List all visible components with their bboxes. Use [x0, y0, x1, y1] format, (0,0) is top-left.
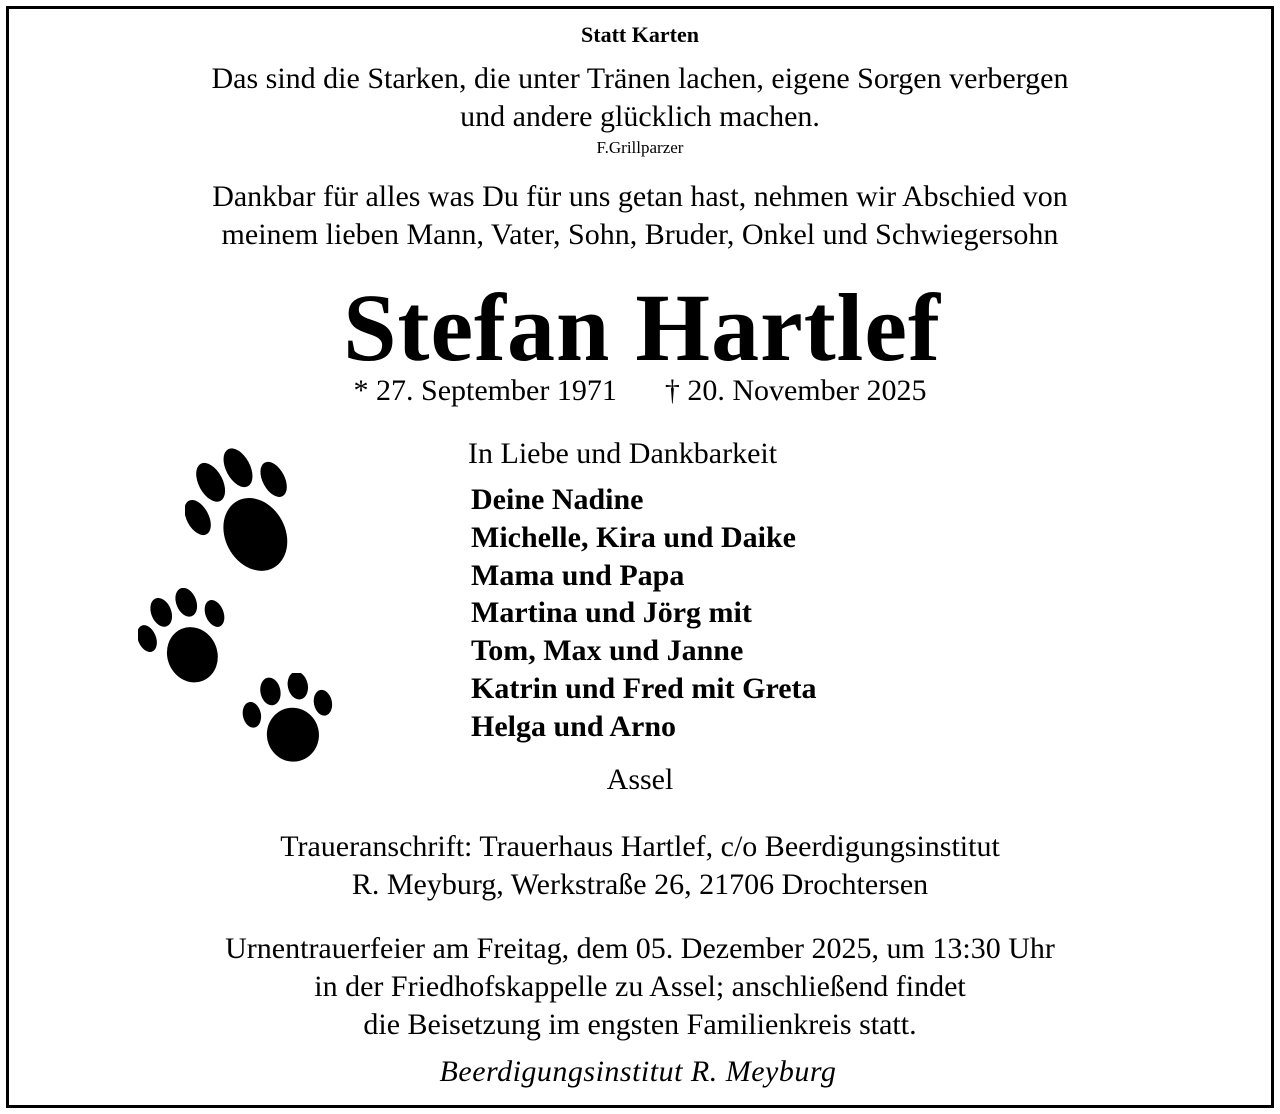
farewell-intro	[0, 178, 1280, 254]
paw-mark: Z	[209, 551, 216, 561]
address-line: R. Meyburg, Werkstraße 26, 21706 Drochtersen	[351, 868, 929, 901]
mourner-item: Helga und Arno	[471, 709, 677, 743]
verse-author: F.Grillparzer	[596, 138, 684, 157]
deceased-name: Stefan Hartlef	[343, 274, 941, 381]
paw-print-icon	[240, 673, 340, 768]
mourners-list	[471, 481, 817, 746]
death-date: † 20. November 2025	[664, 374, 927, 407]
mourner-item: Tom, Max und Janne	[471, 634, 744, 668]
ceremony-line: die Beisetzung im engsten Familienkreis statt.	[363, 1008, 917, 1041]
life-dates	[0, 374, 1280, 408]
intro-line: meinem lieben Mann, Vater, Sohn, Bruder, Onkel und Schwiegersohn	[221, 218, 1059, 251]
paw-mark: J	[171, 670, 174, 680]
intro-line: Dankbar für alles was Du für uns getan hast, nehmen wir Abschied von	[212, 180, 1068, 213]
mourner-item: Deine Nadine	[471, 483, 644, 516]
mourner-item: Mama und Papa	[471, 558, 685, 592]
ceremony-line: in der Friedhofskappelle zu Assel; anschließend findet	[314, 970, 966, 1003]
ceremony-line: Urnentrauerfeier am Freitag, dem 05. Dezember 2025, um 13:30 Uhr	[225, 932, 1055, 965]
verse-line: und andere glücklich machen.	[460, 100, 820, 133]
mourner-item: Michelle, Kira und Daike	[471, 520, 796, 554]
mourner-item: Martina und Jörg mit	[471, 596, 752, 630]
mourner-item: Katrin und Fred mit Greta	[471, 671, 817, 705]
verse-line: Das sind die Starken, die unter Tränen lachen, eigene Sorgen verbergen	[211, 62, 1069, 95]
address-line: Traueranschrift: Trauerhaus Hartlef, c/o Beerdigungsinstitut	[280, 830, 1000, 863]
verse	[0, 60, 1280, 136]
mourning-address	[0, 828, 1280, 904]
paw-mark: E	[256, 737, 262, 747]
notice-heading: Statt Karten	[581, 22, 699, 47]
love-line: In Liebe und Dankbarkeit	[468, 437, 778, 470]
paw-print-icon	[185, 445, 305, 585]
ceremony-info	[0, 930, 1280, 1044]
birth-date: * 27. September 1971	[353, 374, 617, 407]
paw-print-icon	[138, 588, 234, 690]
residence-place: Assel	[606, 763, 674, 796]
undertaker-signature: Beerdigungsinstitut R. Meyburg	[439, 1055, 837, 1088]
